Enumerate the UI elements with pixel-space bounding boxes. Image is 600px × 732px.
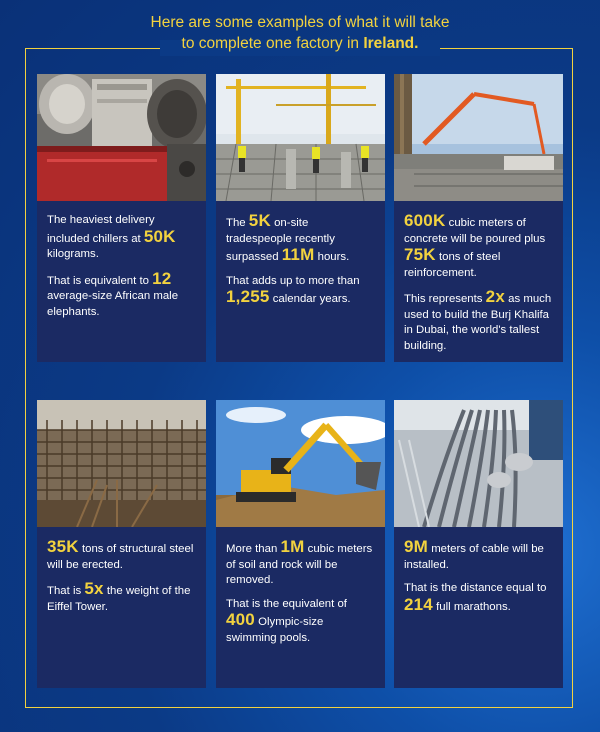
text: That is equivalent to bbox=[47, 274, 153, 287]
text: cubic meters of concrete will be poured plus bbox=[404, 217, 546, 245]
card-cable-fact bbox=[404, 539, 553, 573]
stat-value: 1M bbox=[280, 537, 305, 556]
stat-value: 35K bbox=[47, 537, 79, 556]
text: Olympic-size swimming pools. bbox=[226, 616, 324, 644]
card-soil-fact bbox=[226, 539, 375, 589]
text: full marathons. bbox=[432, 600, 511, 613]
construction-site-cranes-photo bbox=[216, 74, 385, 201]
stat-value: 50K bbox=[143, 226, 176, 246]
title-line-1: Here are some examples of what it will take bbox=[150, 14, 450, 31]
stat-card-chillers bbox=[37, 74, 206, 362]
title-line-2-text: to complete one factory in bbox=[181, 35, 364, 52]
card-chillers-comparison bbox=[47, 268, 196, 321]
stat-card-steel bbox=[37, 400, 206, 688]
stat-value: 214 bbox=[404, 594, 433, 614]
stat-value: 600K bbox=[404, 211, 446, 230]
page-title bbox=[0, 12, 600, 54]
stat-card-tradespeople bbox=[216, 74, 385, 362]
text: That is bbox=[47, 585, 85, 597]
text: as much used to build the Burj Khalifa in Dubai, the world's tallest building. bbox=[404, 293, 552, 352]
text: tons of steel reinforcement. bbox=[404, 251, 501, 279]
card-cable-comparison bbox=[404, 581, 553, 615]
text: That adds up to more than bbox=[226, 274, 360, 287]
card-concrete-comparison bbox=[404, 289, 553, 354]
text: kilograms. bbox=[47, 248, 99, 260]
card-concrete-fact bbox=[404, 213, 553, 281]
card-soil-comparison bbox=[226, 597, 375, 647]
text: The heaviest delivery included chillers at bbox=[47, 214, 155, 245]
card-tradespeople-comparison bbox=[226, 274, 375, 308]
stat-card-soil bbox=[216, 400, 385, 688]
stat-value: 5x bbox=[84, 579, 104, 598]
text: calendar years. bbox=[269, 293, 351, 305]
industrial-chillers-photo bbox=[37, 74, 206, 201]
concrete-pump-truck-photo bbox=[394, 74, 563, 201]
stat-card-concrete bbox=[394, 74, 563, 362]
text: That is the distance equal to bbox=[404, 582, 547, 594]
card-steel-fact bbox=[47, 539, 196, 573]
text: hours. bbox=[314, 251, 350, 263]
text: More than bbox=[226, 543, 281, 555]
text: tons of structural steel will be erected. bbox=[47, 543, 194, 571]
stat-value: 1,255 bbox=[226, 287, 270, 306]
stat-value: 12 bbox=[152, 268, 172, 288]
card-tradespeople-fact bbox=[226, 213, 375, 266]
text: the weight of the Eiffel Tower. bbox=[47, 585, 191, 613]
excavator-photo bbox=[216, 400, 385, 527]
text: cubic meters of soil and rock will be removed. bbox=[226, 543, 373, 586]
stat-value: 9M bbox=[404, 537, 429, 556]
text: That is the equivalent of bbox=[226, 597, 347, 610]
stat-card-cable bbox=[394, 400, 563, 688]
text: The bbox=[226, 217, 249, 229]
card-steel-comparison bbox=[47, 581, 196, 615]
stat-value: 75K bbox=[404, 245, 436, 264]
cable-installation-photo bbox=[394, 400, 563, 527]
text: This represents bbox=[404, 293, 486, 305]
text: on-site tradespeople recently surpassed bbox=[226, 217, 335, 263]
stat-value: 400 bbox=[226, 610, 255, 629]
stat-value: 2x bbox=[485, 287, 505, 306]
text: meters of cable will be installed. bbox=[404, 543, 544, 571]
text: average-size African male elephants. bbox=[47, 290, 179, 318]
rebar-structural-steel-photo bbox=[37, 400, 206, 527]
stat-value: 5K bbox=[248, 211, 271, 230]
card-chillers-fact bbox=[47, 213, 196, 263]
stat-value: 11M bbox=[281, 245, 315, 264]
title-line-2 bbox=[0, 33, 600, 54]
title-country: Ireland. bbox=[363, 35, 419, 52]
